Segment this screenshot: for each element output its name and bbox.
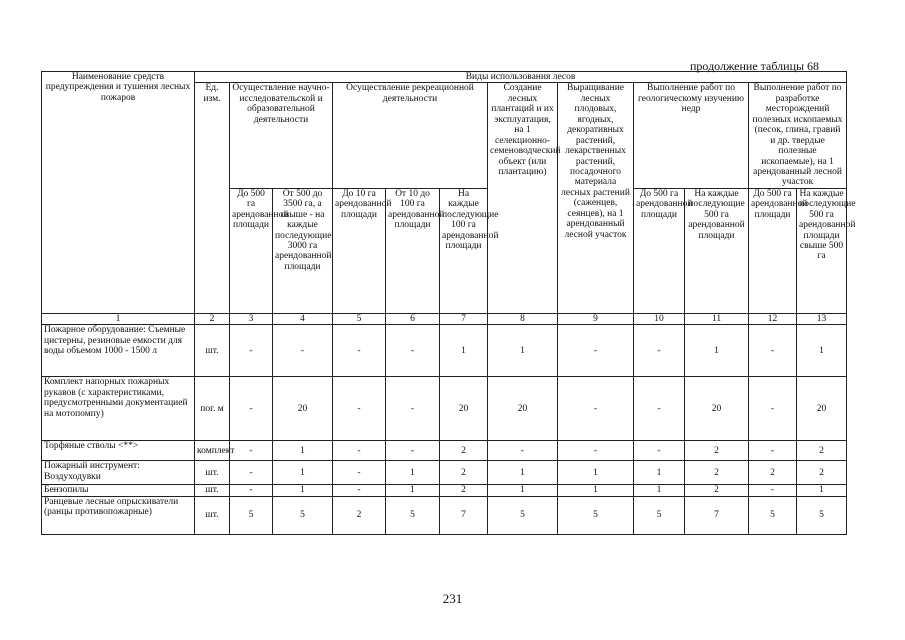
- header-subcolumn: От 500 до 3500 га, а свыше - на каждые последующие 3000 га арендованной площади: [273, 188, 333, 313]
- row-value: 2: [797, 461, 847, 485]
- row-value: 1: [634, 461, 685, 485]
- row-value: -: [749, 377, 797, 441]
- header-group: Осуществление научно-исследовательской и образовательной деятельности: [230, 83, 333, 188]
- row-value: 20: [440, 377, 488, 441]
- row-name: Торфяные стволы <**>: [42, 441, 195, 461]
- row-value: 1: [797, 325, 847, 377]
- column-number: 9: [558, 313, 634, 324]
- row-unit: шт.: [195, 485, 230, 496]
- row-value: 5: [634, 496, 685, 534]
- row-value: -: [558, 441, 634, 461]
- row-value: 1: [558, 485, 634, 496]
- column-number: 7: [440, 313, 488, 324]
- row-value: 2: [797, 441, 847, 461]
- column-number: 5: [333, 313, 386, 324]
- row-value: -: [333, 441, 386, 461]
- row-value: 5: [230, 496, 273, 534]
- row-unit: шт.: [195, 461, 230, 485]
- header-subcolumn: На каждые последующие 500 га арендованной площади свыше 500 га: [797, 188, 847, 313]
- row-value: 5: [273, 496, 333, 534]
- column-number: 11: [685, 313, 749, 324]
- row-value: -: [634, 377, 685, 441]
- row-value: -: [273, 325, 333, 377]
- row-unit: пог. м: [195, 377, 230, 441]
- header-group: Выполнение работ по геологическому изучению недр: [634, 83, 749, 188]
- row-value: 2: [685, 461, 749, 485]
- header-group: Осуществление рекреационной деятельности: [333, 83, 488, 188]
- column-number: 6: [386, 313, 440, 324]
- column-number: 3: [230, 313, 273, 324]
- row-name: Комплект напорных пожарных рукавов (с характеристиками, предусмотренными документацией на мотопомпу): [42, 377, 195, 441]
- row-value: 1: [558, 461, 634, 485]
- row-value: 2: [333, 496, 386, 534]
- row-value: -: [333, 325, 386, 377]
- row-value: 20: [685, 377, 749, 441]
- header-subcolumn: На каждые последующие 500 га арендованной площади: [685, 188, 749, 313]
- header-group: Создание лесных плантаций и их эксплуатация, на 1 селекционно-семеноводческий объект (или плантацию): [488, 83, 558, 313]
- column-number: 8: [488, 313, 558, 324]
- row-value: -: [558, 325, 634, 377]
- table-row: [42, 485, 847, 496]
- row-value: 1: [273, 485, 333, 496]
- row-value: 1: [634, 485, 685, 496]
- table-continuation-label: продолжение таблицы 68: [690, 59, 820, 73]
- column-number: 10: [634, 313, 685, 324]
- row-value: -: [634, 441, 685, 461]
- header-subcolumn: До 500 га арендованной площади: [230, 188, 273, 313]
- row-name: Бензопилы: [42, 485, 195, 496]
- row-value: 5: [797, 496, 847, 534]
- row-value: -: [230, 441, 273, 461]
- row-value: 1: [488, 485, 558, 496]
- row-value: 2: [440, 461, 488, 485]
- row-value: -: [488, 441, 558, 461]
- table-row: [42, 461, 847, 485]
- header-name-column: Наименование средств предупреждения и тушения лесных пожаров: [42, 72, 195, 314]
- row-value: -: [386, 377, 440, 441]
- header-subcolumn: До 500 га арендованной площади: [749, 188, 797, 313]
- header-group-title: Виды использования лесов: [195, 72, 847, 83]
- row-value: 2: [685, 485, 749, 496]
- row-value: 1: [488, 461, 558, 485]
- header-unit-column: Ед. изм.: [195, 83, 230, 313]
- row-value: 5: [749, 496, 797, 534]
- table-row: [42, 441, 847, 461]
- row-value: 1: [685, 325, 749, 377]
- row-value: 5: [386, 496, 440, 534]
- header-group: Выполнение работ по разработке месторождений полезных ископаемых (песок, глина, гравий и др. твердые полезные ископаемые), на 1 арендованный лесной участок: [749, 83, 847, 188]
- header-subcolumn: До 500 га арендованной площади: [634, 188, 685, 313]
- row-value: 20: [488, 377, 558, 441]
- header-subcolumn: До 10 га арендованной площади: [333, 188, 386, 313]
- row-name: Ранцевые лесные опрыскиватели (ранцы противопожарные): [42, 496, 195, 534]
- row-value: 1: [273, 441, 333, 461]
- row-value: -: [386, 325, 440, 377]
- row-value: -: [634, 325, 685, 377]
- row-value: 20: [273, 377, 333, 441]
- row-value: 1: [273, 461, 333, 485]
- header-group: Выращивание лесных плодовых, ягодных, декоративных растений, лекарственных растений, посадочного материала лесных растений (саженцев, сеянцев), на 1 арендованный лесной участок: [558, 83, 634, 313]
- row-value: -: [333, 485, 386, 496]
- row-value: 7: [685, 496, 749, 534]
- forest-fire-equipment-table: [41, 71, 856, 535]
- row-value: 1: [440, 325, 488, 377]
- row-unit: комплект: [195, 441, 230, 461]
- row-value: -: [230, 325, 273, 377]
- row-value: -: [749, 325, 797, 377]
- row-value: 2: [440, 485, 488, 496]
- row-value: 1: [797, 485, 847, 496]
- row-name: Пожарный инструмент: Воздуходувки: [42, 461, 195, 485]
- row-value: -: [558, 377, 634, 441]
- row-value: 2: [749, 461, 797, 485]
- column-number: 1: [42, 313, 195, 324]
- row-value: 1: [386, 461, 440, 485]
- column-number: 2: [195, 313, 230, 324]
- row-value: 2: [440, 441, 488, 461]
- row-value: 20: [797, 377, 847, 441]
- column-number-row: [42, 313, 847, 324]
- row-value: -: [749, 485, 797, 496]
- column-number: 4: [273, 313, 333, 324]
- row-value: -: [230, 377, 273, 441]
- row-value: -: [749, 441, 797, 461]
- page-number: 231: [442, 591, 463, 606]
- row-value: 1: [488, 325, 558, 377]
- header-subcolumn: На каждые последующие 100 га арендованной площади: [440, 188, 488, 313]
- column-number: 12: [749, 313, 797, 324]
- table-row: [42, 377, 847, 441]
- row-unit: шт.: [195, 496, 230, 534]
- row-value: -: [333, 377, 386, 441]
- header-subcolumn: От 10 до 100 га арендованной площади: [386, 188, 440, 313]
- row-unit: шт.: [195, 325, 230, 377]
- row-value: -: [333, 461, 386, 485]
- row-value: -: [230, 485, 273, 496]
- row-value: -: [230, 461, 273, 485]
- row-value: 5: [558, 496, 634, 534]
- column-number: 13: [797, 313, 847, 324]
- row-value: 7: [440, 496, 488, 534]
- row-value: -: [386, 441, 440, 461]
- row-value: 1: [386, 485, 440, 496]
- table-row: [42, 496, 847, 534]
- row-name: Пожарное оборудование: Съемные цистерны, резиновые емкости для воды объемом 1000 - 1500 л: [42, 325, 195, 377]
- row-value: 2: [685, 441, 749, 461]
- table-row: [42, 325, 847, 377]
- row-value: 5: [488, 496, 558, 534]
